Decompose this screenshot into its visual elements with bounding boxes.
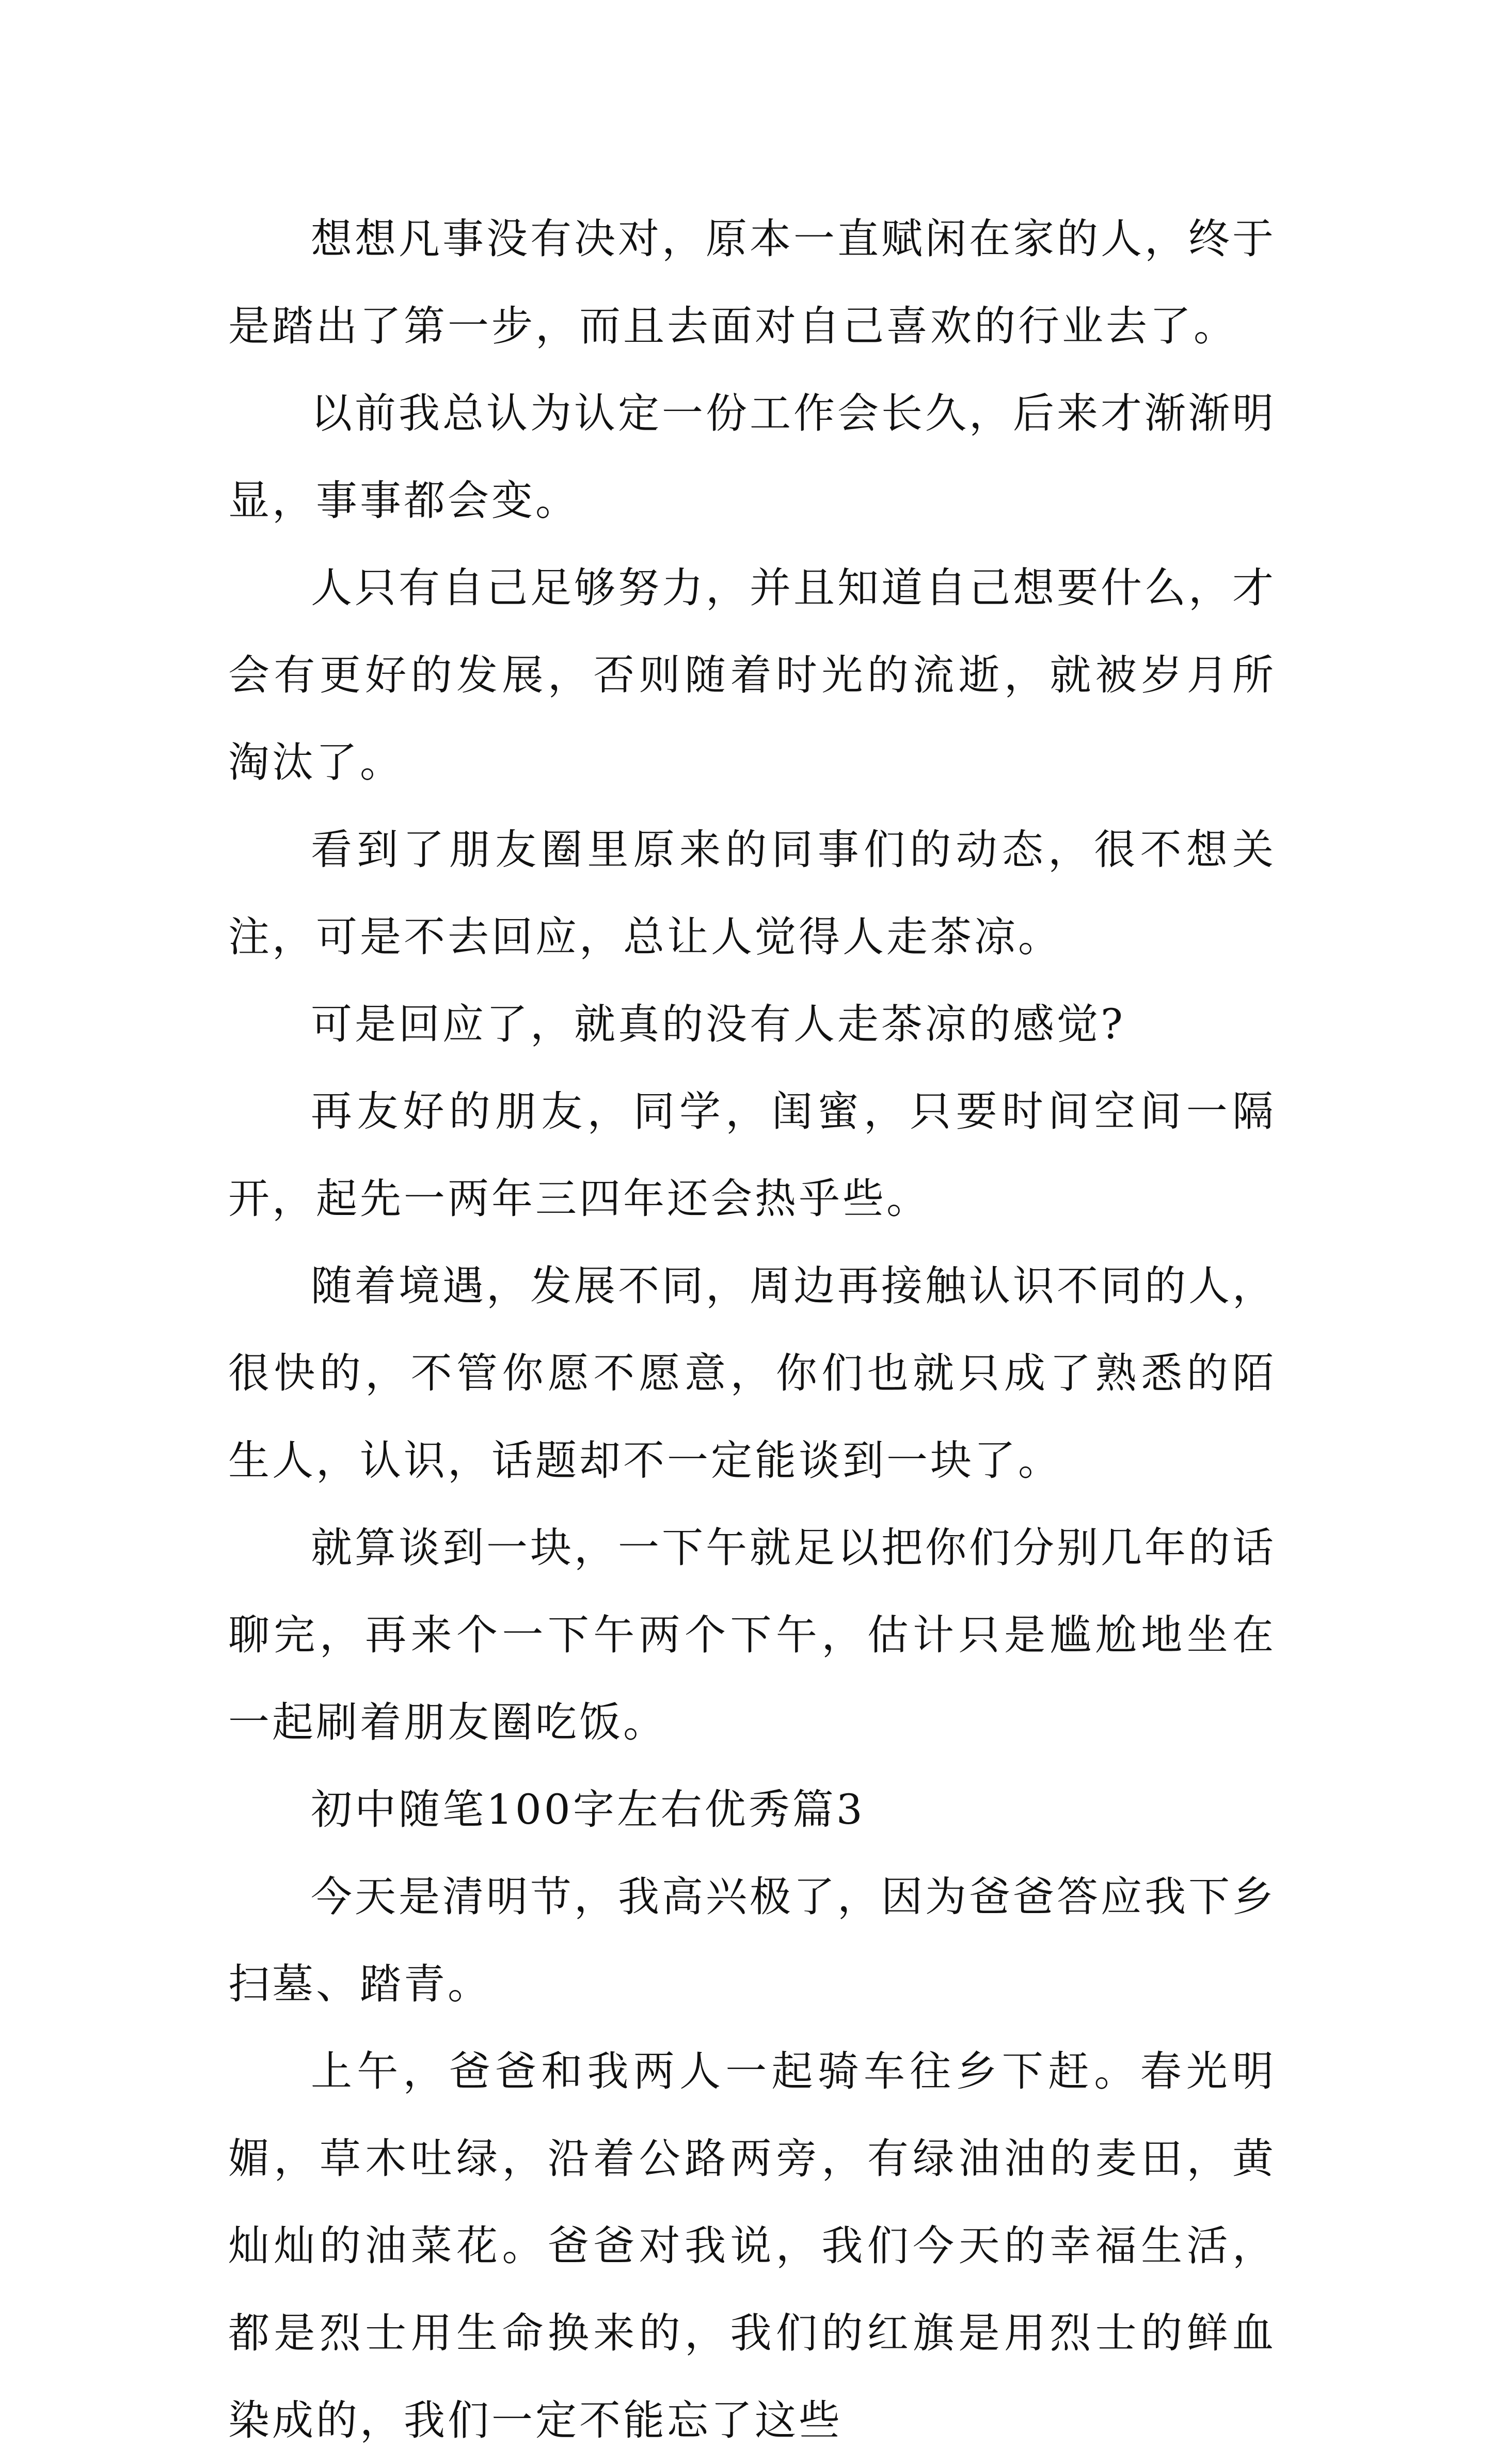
paragraph: 随着境遇，发展不同，周边再接触认识不同的人，很快的，不管你愿不愿意，你们也就只成了熟悉的陌生人，认识，话题却不一定能谈到一块了。 <box>228 1262 1276 1484</box>
paragraph: 想想凡事没有决对，原本一直赋闲在家的人，终于是踏出了第一步，而且去面对自己喜欢的行业去了。 <box>228 215 1276 350</box>
paragraph: 上午，爸爸和我两人一起骑车往乡下赶。春光明媚，草木吐绿，沿着公路两旁，有绿油油的麦田，黄灿灿的油菜花。爸爸对我说，我们今天的幸福生活，都是烈士用生命换来的，我们的红旗是用烈士的鲜血染成的，我们一定不能忘了这些 <box>228 2047 1276 2444</box>
section-heading: 初中随笔100字左右优秀篇3 <box>311 1786 865 1834</box>
document-body <box>228 195 1276 2464</box>
paragraph: 以前我总认为认定一份工作会长久，后来才渐渐明显，事事都会变。 <box>228 389 1276 525</box>
paragraph: 人只有自己足够努力，并且知道自己想要什么，才会有更好的发展，否则随着时光的流逝，就被岁月所淘汰了。 <box>228 564 1276 786</box>
paragraph: 看到了朋友圈里原来的同事们的动态，很不想关注，可是不去回应，总让人觉得人走茶凉。 <box>228 826 1276 961</box>
paragraph: 再友好的朋友，同学，闺蜜，只要时间空间一隔开，起先一两年三四年还会热乎些。 <box>228 1087 1276 1223</box>
paragraph: 今天是清明节，我高兴极了，因为爸爸答应我下乡扫墓、踏青。 <box>228 1873 1276 2008</box>
paragraph: 可是回应了，就真的没有人走茶凉的感觉? <box>311 1000 1125 1048</box>
paragraph: 就算谈到一块，一下午就足以把你们分别几年的话聊完，再来个一下午两个下午，估计只是尴尬地坐在一起刷着朋友圈吃饭。 <box>228 1524 1276 1746</box>
